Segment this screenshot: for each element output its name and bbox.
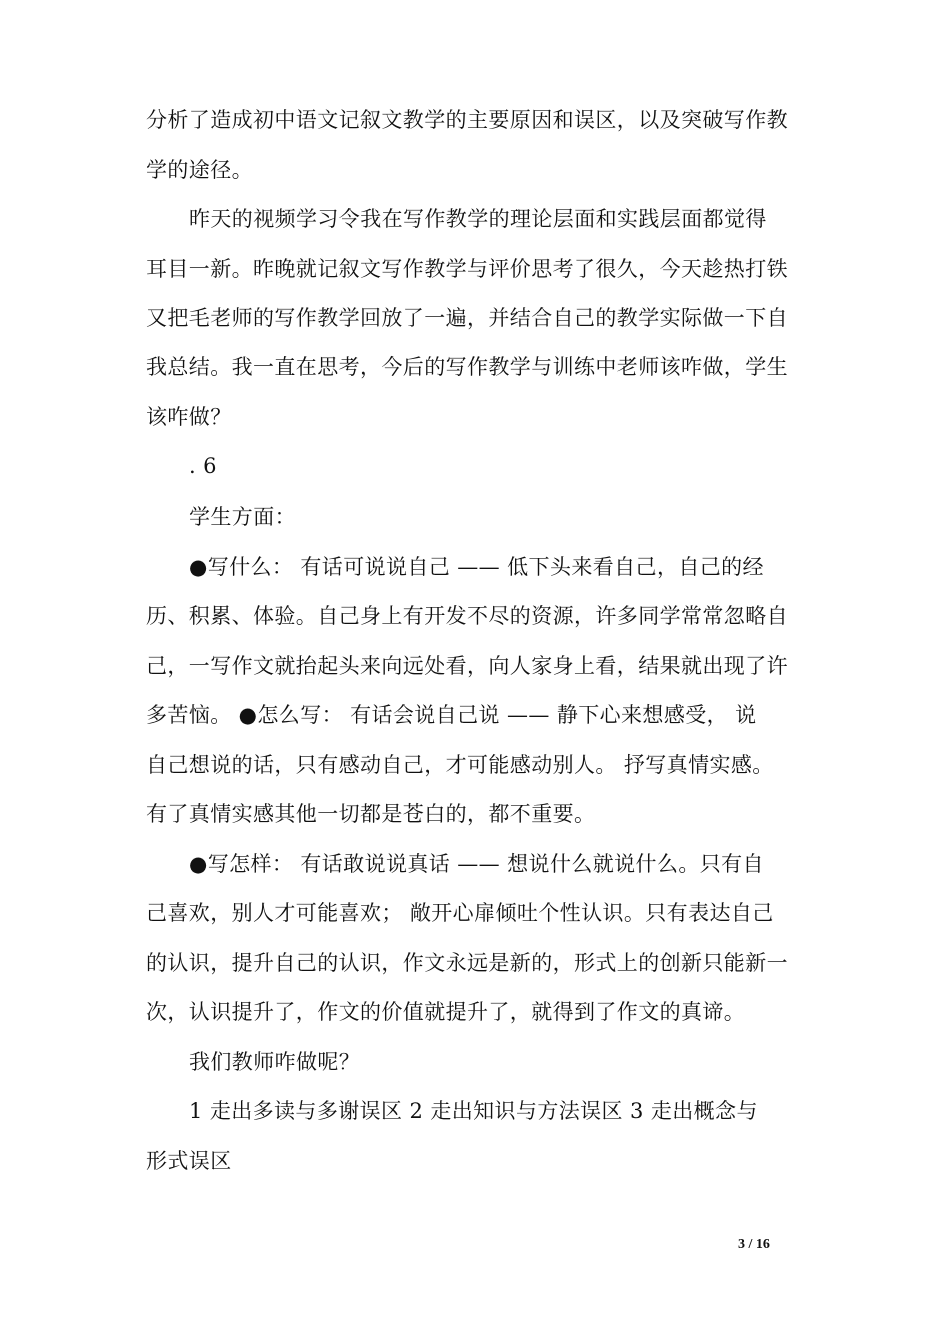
body-text-line: 我总结。我一直在思考，今后的写作教学与训练中老师该咋做，学生 xyxy=(146,355,788,379)
body-text-line: 次，认识提升了，作文的价值就提升了，就得到了作文的真谛。 xyxy=(146,1000,746,1024)
body-text-line: 多苦恼。 ●怎么写： 有话会说自己说 —— 静下心来想感受， 说 xyxy=(146,703,757,727)
body-text-line: 有了真情实感其他一切都是苍白的，都不重要。 xyxy=(146,802,596,826)
body-text-line: 昨天的视频学习令我在写作教学的理论层面和实践层面都觉得 xyxy=(189,207,767,231)
body-text-line: 耳目一新。昨晚就记叙文写作教学与评价思考了很久，今天趁热打铁 xyxy=(146,257,788,281)
body-text-line: ●写什么： 有话可说说自己 —— 低下头来看自己，自己的经 xyxy=(189,555,764,579)
body-text-line: 历、积累、体验。自己身上有开发不尽的资源，许多同学常常忽略自 xyxy=(146,604,788,628)
body-text-line: 自己想说的话，只有感动自己，才可能感动别人。 抒写真情实感。 xyxy=(146,753,774,777)
section-heading: 学生方面： xyxy=(189,505,296,529)
page-number: 3 / 16 xyxy=(738,1237,770,1252)
body-text-line: 己喜欢，别人才可能喜欢； 敞开心扉倾吐个性认识。只有表达自己 xyxy=(146,901,774,925)
body-text-line: . 6 xyxy=(189,454,217,478)
body-text-line: 的认识，提升自己的认识，作文永远是新的，形式上的创新只能新一 xyxy=(146,951,788,975)
body-text-line: 学的途径。 xyxy=(146,158,253,182)
body-text-line: 1 走出多读与多谢误区 2 走出知识与方法误区 3 走出概念与 xyxy=(189,1099,758,1123)
body-text-line: 我们教师咋做呢？ xyxy=(189,1050,361,1074)
body-text-line: 该咋做？ xyxy=(146,405,232,429)
body-text-line: 分析了造成初中语文记叙文教学的主要原因和误区，以及突破写作教 xyxy=(146,108,788,132)
body-text-line: 又把毛老师的写作教学回放了一遍，并结合自己的教学实际做一下自 xyxy=(146,306,788,330)
body-text-line: ●写怎样： 有话敢说说真话 —— 想说什么就说什么。只有自 xyxy=(189,852,764,876)
body-text-line: 形式误区 xyxy=(146,1149,232,1173)
body-text-line: 己，一写作文就抬起头来向远处看，向人家身上看，结果就出现了许 xyxy=(146,654,788,678)
